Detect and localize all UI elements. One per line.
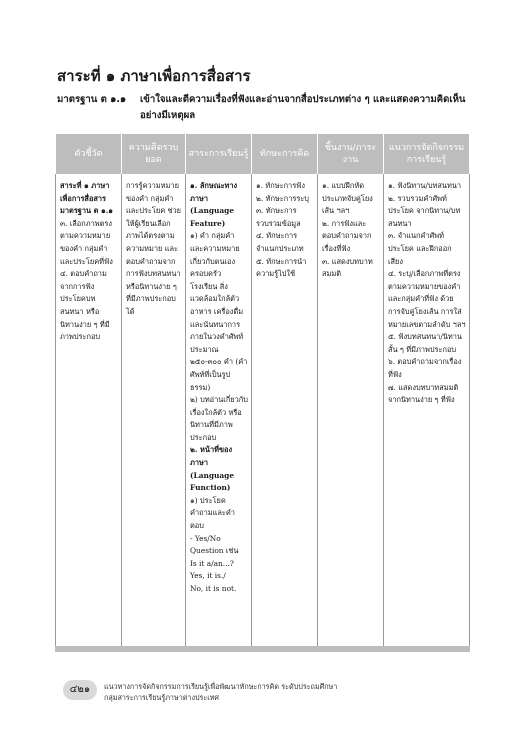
skill-item: ๕. ทักษะการนำความรู้ไปใช้ xyxy=(256,256,307,279)
task-item: ๑. แบบฝึกหัดประเภทจับคู่โยงเส้น ฯลฯ xyxy=(322,181,373,216)
indicator-standard: มาตรฐาน ต ๑.๑ xyxy=(60,206,113,216)
header-thinking-skill: ทักษะการคิด xyxy=(252,134,318,174)
activity-item: ๕. ฟังบทสนทนา/นิทานสั้น ๆ ที่มีภาพประกอบ xyxy=(388,332,462,354)
cell-activities xyxy=(384,174,470,649)
activity-item: ๔. ระบุ/เลือกภาพที่ตรงตามความหมายของคำและกลุ่มคำที่ฟัง ด้วยการจับคู่โยงเส้น การใส่หมายเลขตามลำดับ ฯลฯ xyxy=(388,269,466,329)
page-title: สาระที่ ๑ ภาษาเพื่อการสื่อสาร xyxy=(57,67,251,85)
content-item: ๒) บทอ่านเกี่ยวกับเรื่องใกล้ตัว หรือนิทานที่มีภาพประกอบ xyxy=(190,395,248,442)
indicator-strand: สาระที่ ๑ ภาษาเพื่อการสื่อสาร xyxy=(60,181,110,203)
content-item: Yes, it is./ xyxy=(190,571,226,581)
content-item: No, it is not. xyxy=(190,584,237,593)
cell-thinking-skills xyxy=(252,174,318,649)
content-heading-2: ๒. หน้าที่ของภาษา (Language Function) xyxy=(190,445,235,493)
header-concept: ความคิดรวบยอด xyxy=(122,134,186,174)
activity-item: ๒. รวบรวมคำศัพท์ประโยค จากนิทาน/บทสนทนา xyxy=(388,193,461,228)
cell-concept xyxy=(122,174,186,649)
table-row xyxy=(56,174,470,649)
activity-item: ๑. ฟังนิทาน/บทสนทนา xyxy=(388,181,462,190)
standard-label: มาตรฐาน ต ๑.๑ xyxy=(57,94,127,105)
content-heading-1: ๑. ลักษณะทางภาษา (Language Feature) xyxy=(190,181,238,228)
skill-item: ๒. ทักษะการระบุ xyxy=(256,193,309,203)
content-item: ๑) ประโยคคำถามและคำตอบ xyxy=(190,495,235,531)
task-item: ๒. การฟังและตอบคำถามจากเรื่องที่ฟัง xyxy=(322,218,372,253)
skill-item: ๑. ทักษะการฟัง xyxy=(256,181,306,190)
footer-text xyxy=(104,681,337,703)
footer-line-1: แนวทางการจัดกิจกรรมการเรียนรู้เพื่อพัฒนาทักษะการคิด ระดับประถมศึกษา xyxy=(104,682,338,691)
curriculum-table xyxy=(55,134,470,652)
cell-content xyxy=(186,174,252,649)
activity-item: ๓. จำแนกคำศัพท์ประโยค และฝึกออกเสียง xyxy=(388,231,452,266)
header-task: ชิ้นงาน/ภาระงาน xyxy=(318,134,384,174)
skill-item: ๔. ทักษะการจำแนกประเภท xyxy=(256,231,304,253)
indicator-3: ๓. เลือกภาพตรงตามความหมายของคำ กลุ่มคำ และประโยคที่ฟัง xyxy=(60,218,113,266)
activity-item: ๖. ตอบคำถามจากเรื่องที่ฟัง xyxy=(388,357,462,379)
skill-item: ๓. ทักษะการรวบรวมข้อมูล xyxy=(256,206,301,228)
activity-item: ๗. แสดงบทบาทสมมติจากนิทานง่าย ๆ ที่ฟัง xyxy=(388,382,459,405)
header-activity: แนวการจัดกิจกรรมการเรียนรู้ xyxy=(384,134,470,174)
cell-indicators xyxy=(56,174,122,649)
table-header-row xyxy=(56,134,470,174)
cell-tasks xyxy=(318,174,384,649)
concept-text: การรู้ความหมายของคำ กลุ่มคำ และประโยค ช่วยให้ผู้เรียนเลือกภาพได้ตรงตามความหมาย และตอบคำถามจากการฟังบทสนทนา หรือนิทานง่าย ๆ ที่มีภาพประกอบได้ xyxy=(126,181,181,316)
footer-line-2: กลุ่มสาระการเรียนรู้ภาษาต่างประเทศ xyxy=(104,693,219,702)
content-item: ๑) คำ กลุ่มคำ และความหมายเกี่ยวกับตนเอง ครอบครัว โรงเรียน สิ่งแวดล้อมใกล้ตัว อาหาร เครื่องดื่ม และนันทนาการ ภายในวงคำศัพท์ประมาณ ๒๕๐-๓๐๐ คำ (คำศัพท์ที่เป็นรูปธรรม) xyxy=(190,231,248,392)
standard-text: เข้าใจและตีความเรื่องที่ฟังและอ่านจากสื่อประเภทต่าง ๆ และแสดงความคิดเห็นอย่างมีเหตุผล xyxy=(140,94,466,121)
header-content: สาระการเรียนรู้ xyxy=(186,134,252,174)
header-indicator: ตัวชี้วัด xyxy=(56,134,122,174)
page-number: ๔๒๑ xyxy=(63,680,97,700)
content-item: - Yes/No Question เช่น xyxy=(190,533,239,556)
task-item: ๓. แสดงบทบาทสมมติ xyxy=(322,256,373,279)
indicator-4: ๔. ตอบคำถามจากการฟังประโยคบทสนทนา หรือนิทานง่าย ๆ ที่มีภาพประกอบ xyxy=(60,269,110,342)
content-item: Is it a/an...? xyxy=(190,558,234,568)
